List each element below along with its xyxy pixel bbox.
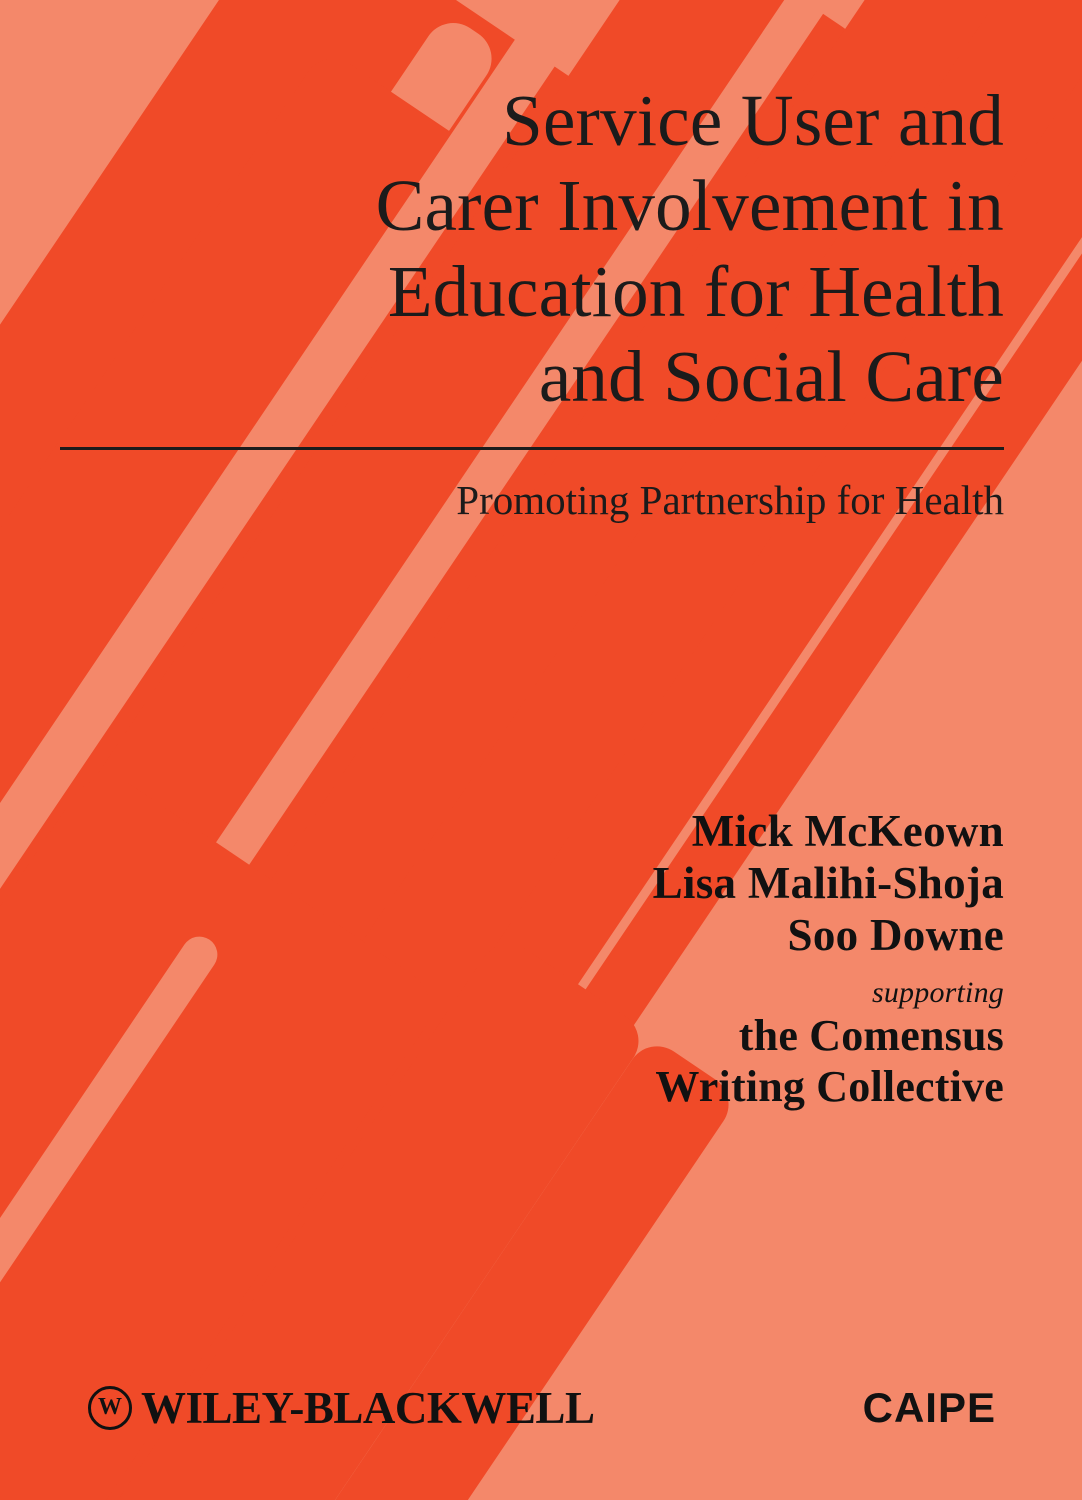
author-name: Lisa Malihi-Shoja <box>652 858 1004 909</box>
partner-logo: CAIPE <box>862 1384 996 1431</box>
authors-block <box>384 805 1004 1112</box>
collective-line: the Comensus <box>738 1010 1004 1060</box>
wiley-circle-w-icon <box>88 1386 132 1430</box>
author-name: Soo Downe <box>787 910 1004 961</box>
title-divider <box>60 447 1004 450</box>
author-name: Mick McKeown <box>691 806 1004 856</box>
title-line: and Social Care <box>538 336 1004 418</box>
title-block <box>60 78 1004 525</box>
title-line: Carer Involvement in <box>375 165 1004 247</box>
publisher-name: WILEY-BLACKWELL <box>141 1383 595 1433</box>
title-line: Service User and <box>502 80 1004 161</box>
title-line: Education for Health <box>387 250 1004 332</box>
publisher-logo <box>88 1382 594 1434</box>
book-subtitle: Promoting Partnership for Health <box>456 476 1004 523</box>
book-title <box>60 78 1004 420</box>
supporting-label: supporting <box>871 975 1004 1009</box>
collective-line: Writing Collective <box>655 1061 1004 1111</box>
